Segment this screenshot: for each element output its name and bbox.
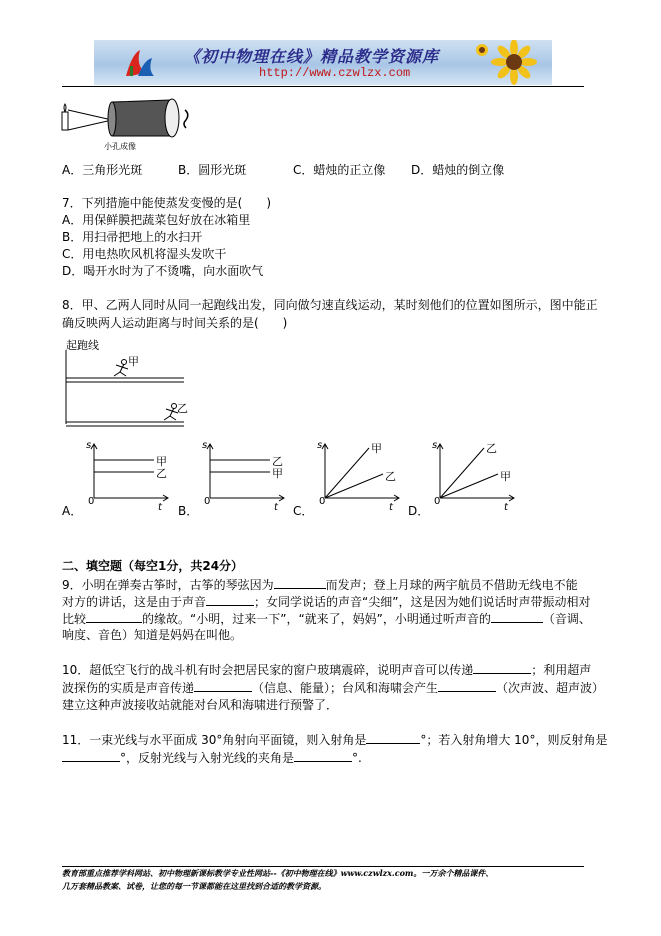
sunflower-image [474,40,552,85]
q10-blank-3 [438,679,496,692]
series-label-top: 甲 [156,455,167,468]
option-letter: D． [408,504,430,518]
q9-line2: 对方的讲话，这是由于声音 ；女同学说话的声音“尖细”，这是因为她们说话时声带振动相对 [62,595,591,609]
header-rule [62,86,584,87]
series-label-bottom: 甲 [500,470,511,483]
q9-blank-2 [206,593,254,606]
banner-url: http://www.czwlzx.com [259,66,411,80]
origin-label: 0 [204,496,211,507]
graph-option-c [293,440,405,518]
q8-stem-line2: 确反映两人运动距离与时间关系的是( ) [62,316,288,330]
series-label-top: 乙 [486,442,497,455]
q9-blank-3 [86,610,142,623]
q11-blank-2 [62,749,120,762]
q9-blank-1 [274,576,326,589]
runner-b-label: 乙 [177,402,188,415]
q10-blank-2 [194,679,252,692]
q6-option-c: C．蜡烛的正立像 [293,163,386,177]
q6-option-b: B．圆形光斑 [178,163,247,177]
q10-line1: 10．超低空飞行的战斗机有时会把居民家的窗户玻璃震碎，说明声音可以传递 ；利用超声 [62,663,592,677]
y-axis-label: s [202,440,208,451]
option-letter: A． [62,504,83,518]
q11-line2: °，反射光线与入射光线的夹角是 °. [62,749,362,767]
x-axis-label: t [158,502,162,513]
series-line-steep [440,448,484,498]
runner-a-icon [114,360,128,377]
series-label-bottom: 乙 [156,467,167,480]
q11-blank-1 [366,731,420,744]
header-banner [94,40,552,85]
q8-stem-line1: 8．甲、乙两人同时从同一起跑线出发，同向做匀速直线运动，某时刻他们的位置如图所示，图中能正 [62,298,598,312]
q6-option-d: D．蜡烛的倒立像 [411,163,505,177]
q10-line3: 建立这种声波接收站就能对台风和海啸进行预警了． [62,698,339,712]
x-axis-label: t [274,502,278,513]
series-label-bottom: 乙 [385,470,396,483]
running-track-figure [62,350,190,428]
q10-line2: 波探伤的实质是声音传递 （信息、能量）；台风和海啸会产生 （次声波、超声波） [62,681,605,695]
graph-option-b [178,440,290,518]
y-axis-label: s [86,440,92,451]
q7-option-c: C．用电热吹风机将湿头发吹干 [62,247,227,261]
runner-b-icon [164,404,178,421]
banner-title: 《初中物理在线》精品教学资源库 [184,47,440,66]
q10-blank-1 [473,661,531,674]
origin-label: 0 [88,496,95,507]
q9-line4: 响度、音色）知道是妈妈在叫他。 [62,628,243,642]
option-letter: C． [293,504,314,518]
runner-a-label: 甲 [128,355,139,368]
series-label-bottom: 甲 [272,467,283,480]
q6-option-a: A．三角形光斑 [62,163,143,177]
graph-option-d [408,440,520,518]
q7-option-d: D．喝开水时为了不烫嘴，向水面吹气 [62,264,264,278]
q11-line1: 11．一束光线与水平面成 30°角射向平面镜，则入射角是 °；若入射角增大 10°，则反射角是 [62,733,608,747]
option-letter: B． [178,504,199,518]
section-heading: 二、填空题（每空1分，共24分） [62,559,244,573]
x-axis-label: t [504,502,508,513]
origin-label: 0 [319,496,326,507]
y-axis-label: s [317,440,323,451]
footer-rule [62,866,584,867]
q9-blank-4 [491,610,543,623]
series-label-top: 乙 [272,455,283,468]
series-line-shallow [325,474,383,498]
footer-line2: 几万套精品教案、试卷，让您的每一节课都能在这里找到合适的教学资源。 [62,881,326,891]
q9-line3: 比较 的缘故。“小明，过来一下”，“就来了，妈妈”，小明通过听声音的 （音调、 [62,612,591,626]
q11-blank-3 [294,749,352,762]
series-line-shallow [440,474,498,498]
origin-label: 0 [434,496,441,507]
site-logo [122,46,156,80]
q9-line1: 9．小明在弹奏古筝时，古筝的琴弦因为 而发声；登上月球的两宇航员不借助无线电不能 [62,578,578,592]
track-label: 起跑线 [66,339,99,352]
q7-stem: 7．下列措施中能使蒸发变慢的是( ) [62,196,271,210]
figure-caption: 小孔成像 [104,142,136,151]
y-axis-label: s [432,440,438,451]
q7-option-b: B．用扫帚把地上的水扫开 [62,230,203,244]
footer-line1: 教育部重点推荐学科网站、初中物理新课标教学专业性网站--《初中物理在线》www.czwlzx.com。一万余个精品课件、 [62,868,494,878]
series-label-top: 甲 [371,442,382,455]
x-axis-label: t [389,502,393,513]
series-line-steep [325,448,369,498]
graph-option-a [62,440,174,518]
q7-option-a: A．用保鲜膜把蔬菜包好放在冰箱里 [62,213,251,227]
